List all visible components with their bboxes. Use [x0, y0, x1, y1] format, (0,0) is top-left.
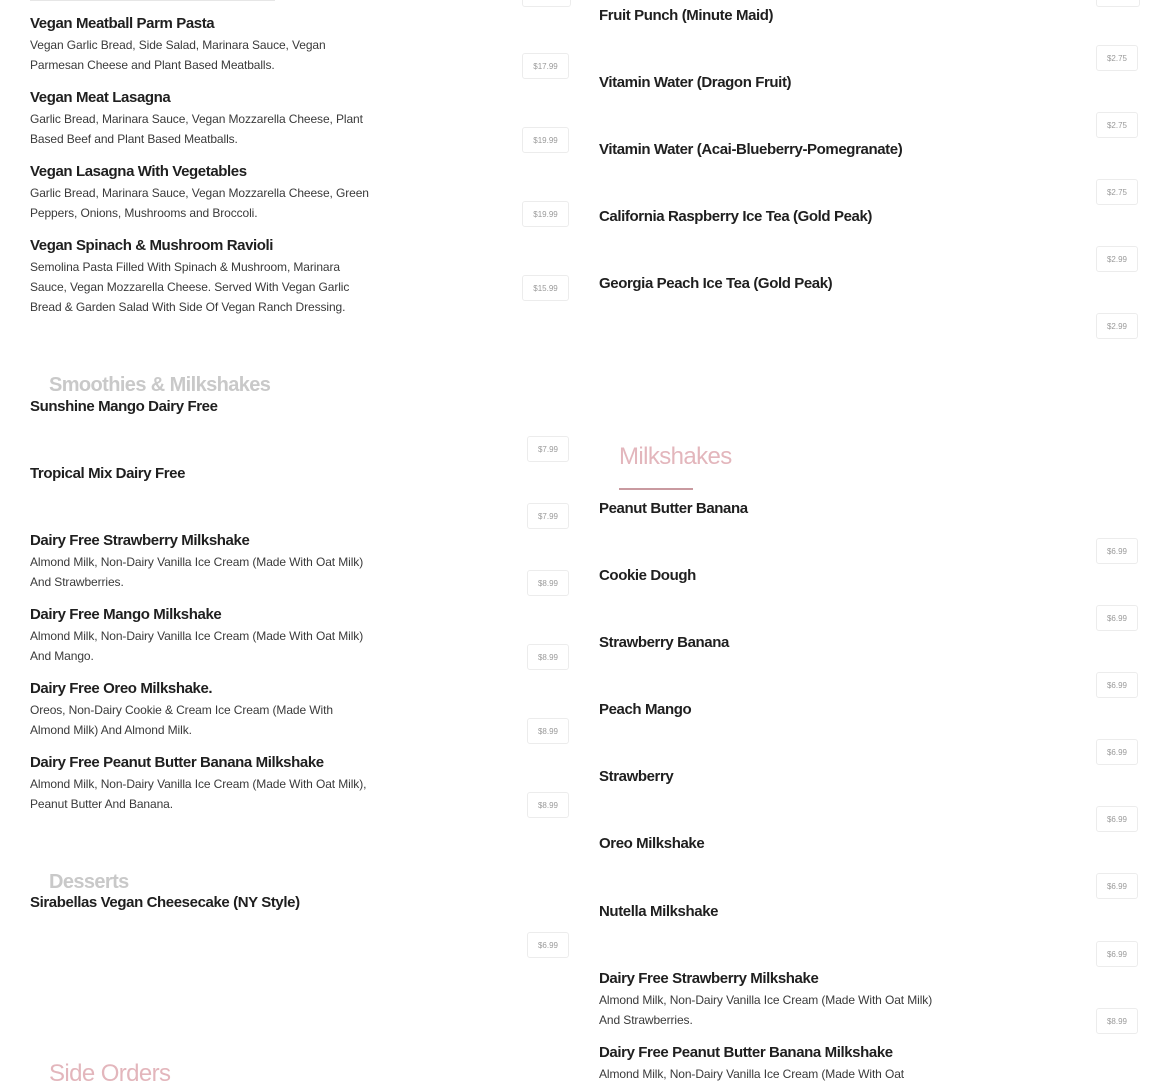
item-description: Almond Milk, Non-Dairy Vanilla Ice Cream (Made With Oat Milk) And Mango. [30, 629, 364, 663]
menu-item[interactable] [30, 163, 370, 223]
menu-item[interactable] [599, 208, 939, 225]
menu-item[interactable] [599, 903, 939, 920]
price-button[interactable]: $2.99 [1096, 313, 1138, 339]
price-button[interactable]: $6.99 [1096, 672, 1138, 698]
item-description: Almond Milk, Non-Dairy Vanilla Ice Cream (Made With Oat Milk), Peanut Butter And Banana. [30, 777, 367, 811]
menu-item[interactable] [30, 754, 370, 814]
item-name: Strawberry [599, 768, 674, 785]
price-button[interactable]: $6.99 [1096, 941, 1138, 967]
menu-item[interactable] [30, 606, 370, 666]
item-description: Almond Milk, Non-Dairy Vanilla Ice Cream (Made With Oat Milk) And Strawberries. [599, 993, 933, 1027]
menu-item[interactable] [599, 634, 939, 651]
price-button[interactable]: $19.99 [522, 127, 569, 153]
price-button[interactable]: $2.75 [1096, 45, 1138, 71]
price-button[interactable]: $8.99 [1096, 1008, 1138, 1034]
item-name: Dairy Free Strawberry Milkshake [599, 970, 819, 987]
price-button[interactable]: $6.99 [1096, 806, 1138, 832]
item-name: Sirabellas Vegan Cheesecake (NY Style) [30, 894, 300, 911]
item-description: Semolina Pasta Filled With Spinach & Mushroom, Marinara Sauce, Vegan Mozzarella Cheese. Served With Vegan Garlic Bread & Garden Salad With Side Of Vegan Ranch Dressing. [30, 260, 350, 314]
section-title-underline [619, 488, 693, 490]
item-name: Cookie Dough [599, 567, 696, 584]
menu-item[interactable] [599, 141, 939, 158]
item-name: Sunshine Mango Dairy Free [30, 398, 218, 415]
item-name: Dairy Free Peanut Butter Banana Milkshake [30, 754, 324, 771]
menu-item[interactable] [30, 894, 370, 911]
menu-item[interactable] [599, 835, 939, 852]
price-button[interactable]: $17.99 [522, 53, 569, 79]
item-name: Strawberry Banana [599, 634, 729, 651]
menu-item[interactable] [599, 567, 939, 584]
item-name: Vegan Meat Lasagna [30, 89, 171, 106]
price-button[interactable]: $6.99 [1096, 739, 1138, 765]
menu-item[interactable] [30, 465, 370, 482]
price-button[interactable]: $7.99 [527, 436, 569, 462]
section-title-side-orders: Side Orders [49, 1060, 171, 1087]
menu-item[interactable] [599, 7, 939, 24]
price-button[interactable]: $6.99 [1096, 538, 1138, 564]
item-name: Vitamin Water (Acai-Blueberry-Pomegranate) [599, 141, 903, 158]
item-description: Almond Milk, Non-Dairy Vanilla Ice Cream (Made With Oat [599, 1067, 905, 1081]
item-name: Vegan Meatball Parm Pasta [30, 15, 215, 32]
item-description: Garlic Bread, Marinara Sauce, Vegan Mozzarella Cheese, Plant Based Beef and Plant Based Meatballs. [30, 112, 363, 146]
price-button[interactable]: $8.99 [527, 718, 569, 744]
item-name: Georgia Peach Ice Tea (Gold Peak) [599, 275, 833, 292]
item-name: Dairy Free Strawberry Milkshake [30, 532, 250, 549]
item-name: Vegan Lasagna With Vegetables [30, 163, 247, 180]
section-title-milkshakes: Milkshakes [619, 443, 732, 470]
item-name: Nutella Milkshake [599, 903, 719, 920]
price-button-cut[interactable] [1096, 0, 1140, 7]
item-name: Vegan Spinach & Mushroom Ravioli [30, 237, 274, 254]
item-description: Vegan Garlic Bread, Side Salad, Marinara Sauce, Vegan Parmesan Cheese and Plant Based Meatballs. [30, 38, 326, 72]
price-button[interactable]: $2.99 [1096, 246, 1138, 272]
menu-item[interactable] [30, 532, 370, 592]
item-name: Dairy Free Peanut Butter Banana Milkshake [599, 1044, 893, 1061]
item-name: Oreo Milkshake [599, 835, 705, 852]
menu-item[interactable] [30, 15, 370, 75]
item-name: Peach Mango [599, 701, 692, 718]
price-button[interactable]: $6.99 [527, 932, 569, 958]
menu-item[interactable] [599, 275, 939, 292]
menu-item[interactable] [30, 680, 370, 740]
item-name: Fruit Punch (Minute Maid) [599, 7, 774, 24]
price-button[interactable]: $6.99 [1096, 605, 1138, 631]
price-button[interactable]: $8.99 [527, 570, 569, 596]
price-button-cut[interactable] [522, 0, 571, 7]
menu-item[interactable] [599, 768, 939, 785]
item-description: Oreos, Non-Dairy Cookie & Cream Ice Cream (Made With Almond Milk) And Almond Milk. [30, 703, 333, 737]
price-button[interactable]: $7.99 [527, 503, 569, 529]
menu-item[interactable] [599, 970, 939, 1030]
menu-item[interactable] [599, 500, 939, 517]
price-button[interactable]: $6.99 [1096, 873, 1138, 899]
menu-item[interactable] [30, 89, 370, 149]
item-description: Garlic Bread, Marinara Sauce, Vegan Mozzarella Cheese, Green Peppers, Onions, Mushrooms and Broccoli. [30, 186, 369, 220]
section-divider [30, 0, 275, 1]
price-button[interactable]: $2.75 [1096, 112, 1138, 138]
price-button[interactable]: $2.75 [1096, 179, 1138, 205]
section-title-desserts: Desserts [49, 871, 129, 893]
menu-item[interactable] [599, 1044, 939, 1084]
menu-item[interactable] [30, 398, 370, 415]
item-name: Dairy Free Mango Milkshake [30, 606, 222, 623]
item-name: California Raspberry Ice Tea (Gold Peak) [599, 208, 872, 225]
item-description: Almond Milk, Non-Dairy Vanilla Ice Cream (Made With Oat Milk) And Strawberries. [30, 555, 364, 589]
section-title-smoothies: Smoothies & Milkshakes [49, 374, 271, 396]
item-name: Tropical Mix Dairy Free [30, 465, 186, 482]
price-button[interactable]: $19.99 [522, 201, 569, 227]
menu-item[interactable] [599, 701, 939, 718]
item-name: Vitamin Water (Dragon Fruit) [599, 74, 792, 91]
price-button[interactable]: $15.99 [522, 275, 569, 301]
price-button[interactable]: $8.99 [527, 644, 569, 670]
menu-item[interactable] [30, 237, 370, 317]
menu-item[interactable] [599, 74, 939, 91]
price-button[interactable]: $8.99 [527, 792, 569, 818]
item-name: Dairy Free Oreo Milkshake. [30, 680, 213, 697]
item-name: Peanut Butter Banana [599, 500, 748, 517]
